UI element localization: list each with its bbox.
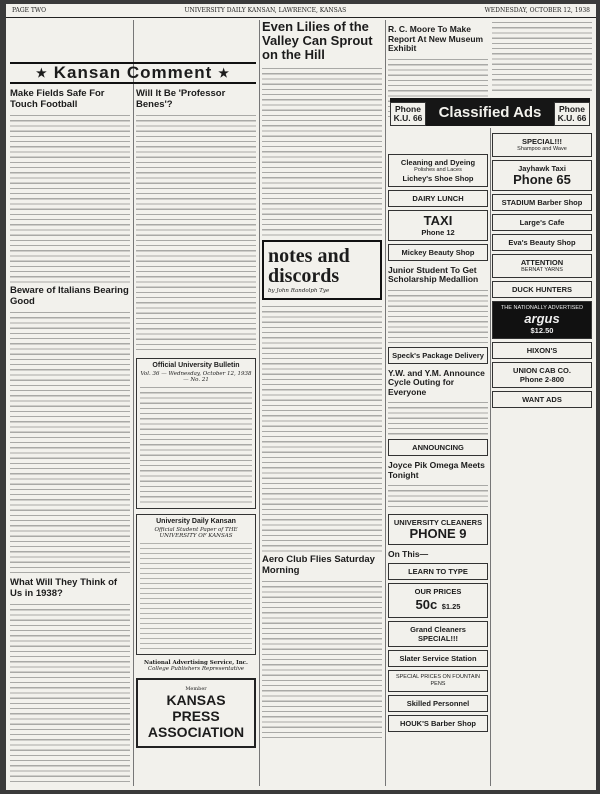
bulletin-title: Official University Bulletin <box>152 362 240 369</box>
staff-box-subtitle: Official Student Paper of THE UNIVERSITY OF KANSAS <box>154 527 238 539</box>
ad-text: Polishes and Laces <box>414 166 462 173</box>
eva-beauty-ad <box>492 234 592 251</box>
ad-heading: Jayhawk Taxi <box>518 164 566 173</box>
column-rule <box>133 20 134 786</box>
ad-heading: DUCK HUNTERS <box>512 285 572 294</box>
press-badge-label: Member <box>185 686 207 692</box>
prices-ad <box>388 583 488 618</box>
service-station-ad <box>388 650 488 667</box>
article-body <box>388 400 488 436</box>
ad-heading: TAXI <box>423 212 453 228</box>
article-body <box>262 304 382 552</box>
argus-camera-ad <box>492 301 592 339</box>
classified-title: Classified Ads <box>438 103 542 121</box>
editorial-headline: Will It Be 'Professor Benes'? <box>136 88 226 110</box>
ad-phone: Phone 65 <box>513 172 571 187</box>
editorial-column-2 <box>136 20 256 786</box>
jayhawk-taxi-ad <box>492 160 592 191</box>
newspaper-page <box>6 4 596 790</box>
editorial-headline: Beware of Italians Bearing Good <box>10 285 129 307</box>
article-body <box>10 113 130 283</box>
news-column <box>388 20 488 786</box>
column-byline: by John Randolph Tye <box>268 288 330 294</box>
ad-heading: Slater Service Station <box>399 653 477 663</box>
ad-price: $12.50 <box>530 326 554 335</box>
page-number: PAGE TWO <box>12 7 46 14</box>
personnel-ad <box>388 695 488 712</box>
ad-phone: Phone 2-800 <box>519 375 565 384</box>
ad-heading: DAIRY LUNCH <box>412 193 464 203</box>
ad-heading: ATTENTION <box>520 258 564 267</box>
ad-heading: SPECIAL!!! <box>522 137 562 146</box>
ad-text: THE NATIONALLY ADVERTISED <box>500 305 584 311</box>
ad-heading: SPECIAL PRICES ON FOUNTAIN PENS <box>395 673 481 687</box>
ad-heading: Speck's Package Delivery <box>392 350 484 360</box>
staff-box-title: University Daily Kansan <box>156 518 236 525</box>
ad-heading: HOUK'S Barber Shop <box>400 718 476 728</box>
special-ad <box>492 133 592 157</box>
price: $1.25 <box>441 601 461 611</box>
star-icon: ★ <box>35 66 48 80</box>
union-cab-ad <box>492 362 592 388</box>
ad-heading: WANT ADS <box>522 395 562 404</box>
dairy-lunch-ad <box>388 190 488 207</box>
ad-heading: Grand Cleaners <box>410 624 466 634</box>
ad-phone: Phone 12 <box>421 227 455 237</box>
ad-heading: UNION CAB CO. <box>513 366 571 375</box>
ad-heading: Lichey's Shoe Shop <box>402 173 474 183</box>
ad-heading: HIXON'S <box>526 346 558 355</box>
cafe-ad <box>492 214 592 231</box>
price: 50c <box>415 596 438 612</box>
press-badge-title: KANSAS PRESS ASSOCIATION <box>147 692 245 740</box>
fountain-pens-ad <box>388 670 488 692</box>
ad-rep-subtitle: College Publishers Representative <box>147 666 245 672</box>
duck-hunters-ad <box>492 281 592 298</box>
issue-date: WEDNESDAY, OCTOBER 12, 1938 <box>484 7 590 14</box>
news-headline: R. C. Moore To Make Report At New Museum Exhibit <box>388 24 484 53</box>
editorial-headline: Make Fields Safe For Touch Football <box>10 88 105 110</box>
news-headline: Joyce Pik Omega Meets Tonight <box>388 460 485 480</box>
paper-name: UNIVERSITY DAILY KANSAN, LAWRENCE, KANSAS <box>184 7 347 14</box>
editorial-column-1 <box>10 20 130 786</box>
column-title: notes and discords <box>268 245 350 287</box>
news-headline: Y.W. and Y.M. Announce Cycle Outing for Everyone <box>388 367 485 397</box>
typing-ad <box>388 563 488 580</box>
ad-text: BERNAT YARNS <box>521 267 563 273</box>
bulletin-body <box>140 385 252 505</box>
ad-heading: OUR PRICES <box>414 586 462 596</box>
grand-cleaners-ad <box>388 621 488 647</box>
package-delivery-ad <box>388 347 488 364</box>
ad-phone: PHONE 9 <box>409 526 467 541</box>
feature-headline: Even Lilies of the Valley Can Sprout on the Hill <box>262 20 373 62</box>
news-headline: Junior Student To Get Scholarship Medallion <box>388 264 479 284</box>
article-body <box>136 113 256 353</box>
article-body <box>10 602 130 786</box>
ad-heading: Cleaning and Dyeing <box>400 157 476 167</box>
ad-rep-title: National Advertising Service, Inc. <box>144 660 248 666</box>
attention-ad <box>492 254 592 278</box>
ad-subheading: SPECIAL!!! <box>418 633 458 643</box>
news-headline: On This— <box>388 549 429 559</box>
announcing-ad <box>388 439 488 456</box>
barber-shop-ad <box>388 715 488 732</box>
column-rule <box>490 128 491 786</box>
ad-heading: Mickey Beauty Shop <box>401 247 475 257</box>
phone-ku-right: Phone K.U. 66 <box>554 102 590 126</box>
article-body <box>10 310 130 575</box>
classified-column <box>492 130 592 786</box>
notes-and-discords-header <box>262 240 382 300</box>
column-rule <box>385 20 386 786</box>
article-body <box>262 66 382 236</box>
ad-heading: Eva's Beauty Shop <box>508 238 576 247</box>
cleaning-ad <box>388 154 488 187</box>
masthead-title: Kansan Comment <box>53 63 213 82</box>
article-body <box>388 288 488 344</box>
official-bulletin <box>136 358 256 509</box>
column-5-top <box>492 20 592 94</box>
staff-box <box>136 514 256 655</box>
running-head <box>6 4 596 18</box>
stadium-barber-ad <box>492 194 592 211</box>
university-cleaners-ad <box>388 514 488 545</box>
ad-heading: Large's Cafe <box>519 218 565 227</box>
feature-column <box>262 20 382 786</box>
editorial-headline: What Will They Think of Us in 1938? <box>10 577 118 599</box>
want-ads <box>492 391 592 408</box>
ad-brand: argus <box>524 311 560 326</box>
press-association-badge <box>136 678 256 748</box>
article-body <box>262 579 382 739</box>
ad-heading: ANNOUNCING <box>412 443 464 452</box>
ad-heading: STADIUM Barber Shop <box>501 198 583 207</box>
taxi-ad <box>388 210 488 241</box>
beauty-shop-ad <box>388 244 488 261</box>
ad-heading: LEARN TO TYPE <box>408 566 468 576</box>
staff-listing <box>140 541 252 651</box>
column-rule <box>259 20 260 786</box>
ad-heading: UNIVERSITY CLEANERS <box>393 518 483 527</box>
article-body <box>388 483 488 511</box>
phone-ku-left: Phone K.U. 66 <box>390 102 426 126</box>
ad-heading: Skilled Personnel <box>406 698 470 708</box>
bulletin-issue: Vol. 36 — Wednesday, October 12, 1938 — No. 21 <box>140 371 252 383</box>
hixon-ad <box>492 342 592 359</box>
article-body <box>492 20 592 92</box>
star-icon: ★ <box>218 66 231 80</box>
news-headline: Aero Club Flies Saturday Morning <box>262 554 375 576</box>
ad-text: Shampoo and Wave <box>517 146 567 152</box>
